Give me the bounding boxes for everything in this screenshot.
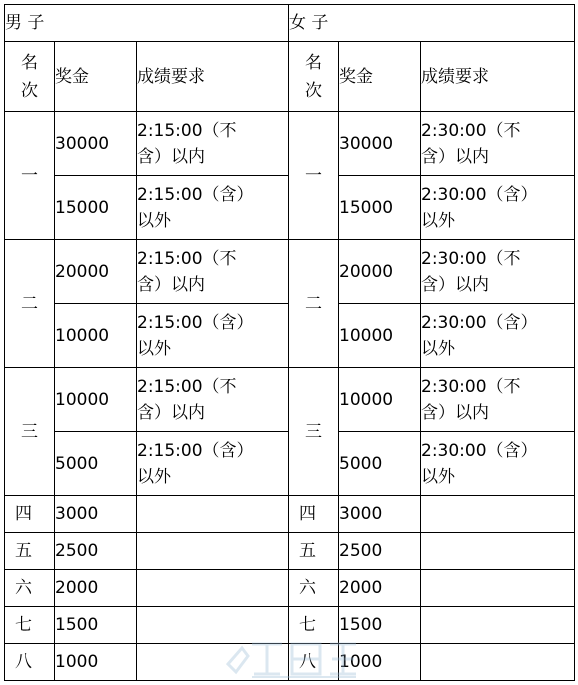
- women-rank-cell: 四: [289, 496, 339, 533]
- column-header-row: [5, 42, 575, 112]
- women-prize-cell: 10000: [339, 368, 421, 432]
- men-req-cell: 2:15:00（含） 以外: [137, 176, 289, 240]
- women-prize-cell: 2000: [339, 570, 421, 607]
- men-rank-cell: 一: [5, 112, 55, 240]
- women-group-label: 女 子: [289, 5, 575, 42]
- women-rank-cell: 二: [289, 240, 339, 368]
- men-prize-cell: 1500: [55, 607, 137, 644]
- women-prize-cell: 10000: [339, 304, 421, 368]
- table-row: [5, 240, 575, 304]
- table-row: [5, 496, 575, 533]
- women-req-cell: [421, 644, 575, 681]
- women-rank-cell: 一: [289, 112, 339, 240]
- men-rank-cell: 五: [5, 533, 55, 570]
- women-req-cell: [421, 496, 575, 533]
- women-prize-header: 奖金: [339, 42, 421, 112]
- men-rank-cell: 八: [5, 644, 55, 681]
- women-prize-cell: 5000: [339, 432, 421, 496]
- women-prize-cell: 20000: [339, 240, 421, 304]
- zhiku-logo-icon: [222, 634, 362, 680]
- women-req-cell: 2:30:00（含） 以外: [421, 432, 575, 496]
- women-prize-cell: 1500: [339, 607, 421, 644]
- men-prize-cell: 5000: [55, 432, 137, 496]
- women-rank-cell: 五: [289, 533, 339, 570]
- women-req-cell: [421, 570, 575, 607]
- prize-table: [4, 4, 575, 681]
- men-rank-cell: 三: [5, 368, 55, 496]
- men-rank-cell: 七: [5, 607, 55, 644]
- women-prize-cell: 2500: [339, 533, 421, 570]
- men-prize-cell: 20000: [55, 240, 137, 304]
- women-req-cell: 2:30:00（不 含）以内: [421, 240, 575, 304]
- men-prize-cell: 10000: [55, 304, 137, 368]
- women-req-cell: 2:30:00（含） 以外: [421, 304, 575, 368]
- women-rank-header: 名次: [289, 42, 339, 112]
- table-row: [5, 533, 575, 570]
- women-rank-cell: 八: [289, 644, 339, 681]
- men-prize-cell: 30000: [55, 112, 137, 176]
- women-prize-cell: 30000: [339, 112, 421, 176]
- women-prize-cell: 3000: [339, 496, 421, 533]
- women-rank-cell: 三: [289, 368, 339, 496]
- men-req-cell: 2:15:00（不 含）以内: [137, 368, 289, 432]
- women-req-cell: [421, 607, 575, 644]
- women-rank-cell: 六: [289, 570, 339, 607]
- women-req-cell: 2:30:00（不 含）以内: [421, 112, 575, 176]
- men-req-cell: 2:15:00（含） 以外: [137, 304, 289, 368]
- women-prize-cell: 1000: [339, 644, 421, 681]
- men-req-cell: 2:15:00（不 含）以内: [137, 240, 289, 304]
- men-req-cell: 2:15:00（不 含）以内: [137, 112, 289, 176]
- men-prize-cell: 1000: [55, 644, 137, 681]
- women-prize-cell: 15000: [339, 176, 421, 240]
- men-req-cell: [137, 496, 289, 533]
- women-req-cell: 2:30:00（含） 以外: [421, 176, 575, 240]
- women-req-cell: [421, 533, 575, 570]
- men-group-label: 男 子: [5, 5, 289, 42]
- men-rank-cell: 四: [5, 496, 55, 533]
- men-rank-header: 名次: [5, 42, 55, 112]
- men-req-cell: 2:15:00（含） 以外: [137, 432, 289, 496]
- women-req-header: 成绩要求: [421, 42, 575, 112]
- table-row: [5, 368, 575, 432]
- men-prize-cell: 2000: [55, 570, 137, 607]
- men-rank-cell: 六: [5, 570, 55, 607]
- table-row: [5, 570, 575, 607]
- men-prize-cell: 2500: [55, 533, 137, 570]
- men-req-header: 成绩要求: [137, 42, 289, 112]
- men-prize-cell: 10000: [55, 368, 137, 432]
- table-row: [5, 112, 575, 176]
- group-label-row: [5, 5, 575, 42]
- men-req-cell: [137, 570, 289, 607]
- men-rank-cell: 二: [5, 240, 55, 368]
- women-req-cell: 2:30:00（不 含）以内: [421, 368, 575, 432]
- women-rank-cell: 七: [289, 607, 339, 644]
- men-req-cell: [137, 533, 289, 570]
- men-prize-header: 奖金: [55, 42, 137, 112]
- men-prize-cell: 15000: [55, 176, 137, 240]
- men-prize-cell: 3000: [55, 496, 137, 533]
